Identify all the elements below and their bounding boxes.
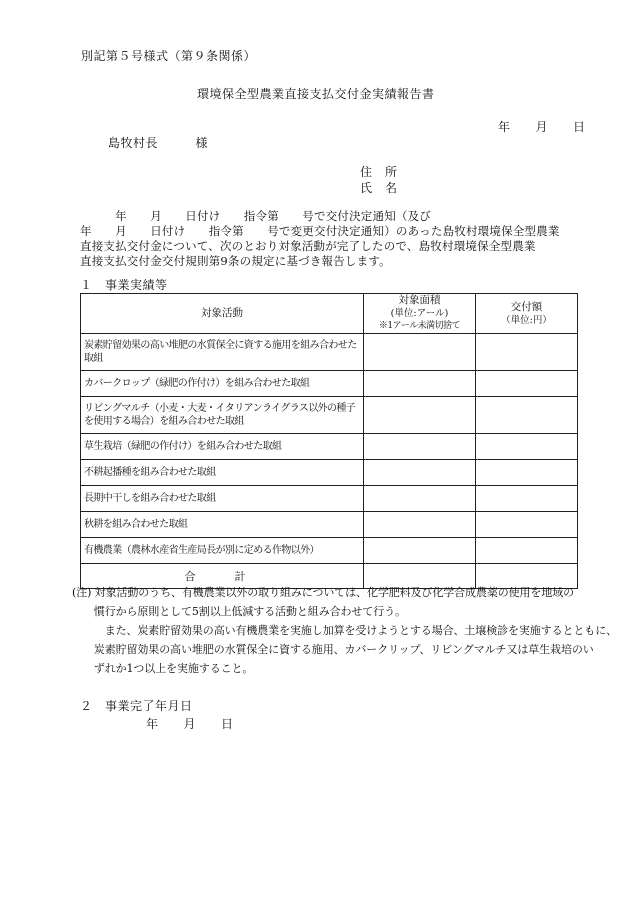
amount-cell[interactable]: [476, 334, 578, 371]
note-block: [72, 583, 617, 678]
area-cell[interactable]: [364, 512, 476, 538]
amount-cell[interactable]: [476, 371, 578, 397]
table-row: [81, 512, 578, 538]
note-line: ずれか1つ以上を実施すること。: [72, 662, 254, 675]
amount-cell[interactable]: [476, 512, 578, 538]
amount-cell[interactable]: [476, 538, 578, 564]
completion-date: 年 月 日: [146, 717, 234, 731]
note-line: 炭素貯留効果の高い堆肥の水質保全に資する施用、カバークリップ、リビングマルチ又は草生栽培のい: [72, 643, 594, 656]
table-row: [81, 434, 578, 460]
area-cell[interactable]: [364, 538, 476, 564]
amount-cell[interactable]: [476, 460, 578, 486]
body-line: 直接支払交付金交付規則第9条の規定に基づき報告します。: [80, 254, 391, 268]
table-row: [81, 334, 578, 371]
area-cell[interactable]: [364, 460, 476, 486]
note-line: また、炭素貯留効果の高い有機農業を実施し加算を受けようとする場合、土壌検診を実施するとともに、: [72, 624, 617, 637]
activity-cell: カバークロップ（緑肥の作付け）を組み合わせた取組: [81, 371, 364, 397]
table-row: [81, 397, 578, 434]
area-cell[interactable]: [364, 371, 476, 397]
report-date: 年 月 日: [498, 120, 586, 134]
results-table: [80, 293, 578, 589]
amount-cell[interactable]: [476, 397, 578, 434]
section2-heading: ２ 事業完了年月日: [80, 699, 193, 713]
section1-heading: １ 事業実績等: [80, 278, 168, 292]
header-activity: 対象活動: [81, 294, 364, 334]
address-label: 住 所: [360, 165, 398, 179]
amount-cell[interactable]: [476, 434, 578, 460]
table-row: [81, 538, 578, 564]
activity-cell: 草生栽培（緑肥の作付け）を組み合わせた取組: [81, 434, 364, 460]
body-paragraph: [80, 209, 560, 269]
total-label: 合 計: [81, 564, 364, 589]
activity-cell: リビングマルチ（小麦・大麦・イタリアンライグラス以外の種子を使用する場合）を組み合わせた取組: [81, 397, 364, 434]
note-line: 慣行から原則として5割以上低減する活動と組み合わせて行う。: [72, 605, 406, 618]
activity-cell: 有機農業（農林水産省生産局長が別に定める作物以外）: [81, 538, 364, 564]
area-cell[interactable]: [364, 397, 476, 434]
amount-cell[interactable]: [476, 486, 578, 512]
body-line: 直接支払交付金について、次のとおり対象活動が完了したので、島牧村環境保全型農業: [80, 239, 536, 253]
table-row: [81, 371, 578, 397]
document-title: 環境保全型農業直接支払交付金実績報告書: [197, 87, 435, 101]
body-line: 年 月 日付け 指令第 号で変更交付決定通知）のあった島牧村環境保全型農業: [80, 224, 560, 238]
area-cell[interactable]: [364, 486, 476, 512]
activity-cell: 不耕起播種を組み合わせた取組: [81, 460, 364, 486]
activity-cell: 秋耕を組み合わせた取組: [81, 512, 364, 538]
body-line: 年 月 日付け 指令第 号で交付決定通知（及び: [80, 209, 431, 223]
activity-cell: 長期中干しを組み合わせた取組: [81, 486, 364, 512]
header-area: 対象面積 (単位:アール) ※1アール未満切捨て: [364, 294, 476, 334]
form-number: 別記第５号様式（第９条関係）: [81, 49, 257, 63]
table-header-row: [81, 294, 578, 334]
area-cell[interactable]: [364, 334, 476, 371]
area-cell[interactable]: [364, 434, 476, 460]
addressee: 島牧村長 様: [108, 136, 209, 150]
table-row: [81, 486, 578, 512]
header-amount: 交付額 （単位:円）: [476, 294, 578, 334]
table-row: [81, 460, 578, 486]
note-line: (注) 対象活動のうち、有機農業以外の取り組みについては、化学肥料及び化学合成農薬の使用を地域の: [72, 586, 575, 599]
name-label: 氏 名: [360, 181, 398, 195]
activity-cell: 炭素貯留効果の高い堆肥の水質保全に資する施用を組み合わせた取組: [81, 334, 364, 371]
